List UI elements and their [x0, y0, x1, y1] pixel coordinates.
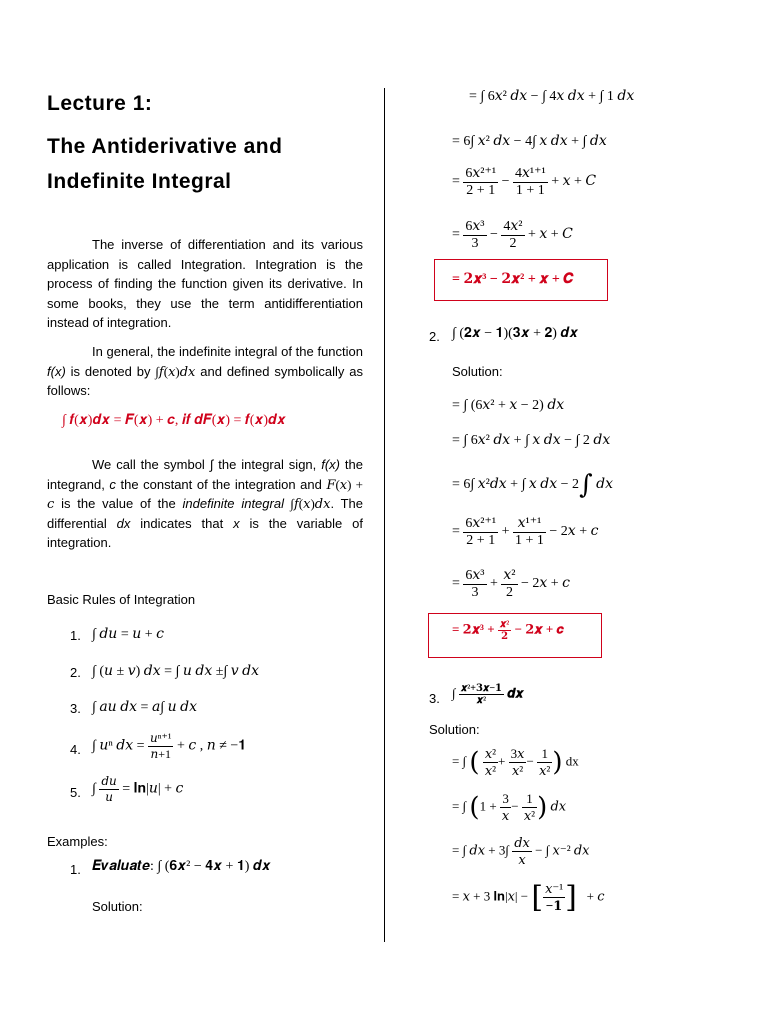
equation-line: = ∫ 6𝑥² 𝑑𝑥 + ∫ 𝑥 𝑑𝑥 − ∫ 2 𝑑𝑥: [452, 433, 611, 448]
equation-line: = ∫ 𝑑𝑥 + 3∫ $\frac{\text{𝑑𝑥}}{\text{𝑥}}$ − ∫ 𝑥⁻² 𝑑𝑥: [452, 835, 590, 867]
page-title-line2: Indefinite Integral: [47, 170, 232, 193]
answer-2: = 𝟐𝒙³ + $\frac{\text{𝒙²}}{𝟐}$ − 𝟐𝒙 + 𝒄: [452, 619, 564, 642]
rule-expression: ∫ $\frac{\text{𝑑𝑢}}{\text{𝑢}}$ = 𝐥𝐧|𝑢| + 𝑐: [92, 774, 184, 804]
solution-label: Solution:: [92, 899, 143, 914]
terminology-paragraph: We call the symbol ∫ the integral sign, f(x) the integrand, c the constant of the integration and 𝐹(𝑥) + 𝑐 is the value of the indefinite integral ∫𝑓(𝑥)𝑑𝑥. The differential dx indicates that x is the variable of integration.: [47, 457, 364, 550]
page-title-line1: The Antiderivative and: [47, 135, 283, 158]
equation-line: = ∫ (1 + $\frac{3}{\text{𝑥}}$ − $\frac{1}{\text{𝑥²}}$ ) 𝑑𝑥: [452, 791, 567, 823]
equation-line: = ∫ 6𝑥² 𝑑𝑥 − ∫ 4𝑥 𝑑𝑥 + ∫ 1 𝑑𝑥: [469, 89, 635, 104]
rule-number: 4.: [70, 742, 81, 757]
equation-line: = 6∫ 𝑥² 𝑑𝑥 − 4∫ 𝑥 𝑑𝑥 + ∫ 𝑑𝑥: [452, 134, 607, 149]
example-1-expression: 𝑬𝒗𝒂𝒍𝒖𝒂𝒕𝒆: ∫ (𝟔𝒙² − 𝟒𝒙 + 𝟏) 𝒅𝒙: [92, 859, 271, 874]
equation-line: = $\frac{\text{6𝑥³}}{3}$ + $\frac{\text{𝑥²}}{2}$ − 2𝑥 + 𝑐: [452, 568, 571, 600]
rule-number: 5.: [70, 785, 81, 800]
equation-line: = ∫ ( $\frac{\text{𝑥²}}{\text{𝑥²}}$ + $\frac{\text{3𝑥}}{\text{𝑥²}}$ − $\frac{1}{\text{𝑥²}}$ ) dx: [452, 746, 579, 778]
lecture-number: Lecture 1:: [47, 92, 153, 115]
solution-label: Solution:: [429, 722, 480, 737]
answer-1: = 𝟐𝒙³ − 𝟐𝒙² + 𝒙 + 𝑪: [452, 272, 574, 287]
integral-definition: ∫ 𝒇(𝒙)𝒅𝒙 = 𝑭(𝒙) + 𝒄, 𝒊𝒇 𝒅𝑭(𝒙) = 𝒇(𝒙)𝒅𝒙: [62, 413, 286, 428]
definition-paragraph: In general, the indefinite integral of the function f(x) is denoted by ∫𝑓(𝑥)𝑑𝑥 and defined symbolically as follows:: [47, 344, 364, 398]
equation-line: = $\frac{\text{6𝑥²⁺¹}}{2 + 1}$ − $\frac{\text{4𝑥¹⁺¹}}{1 + 1}$ + 𝑥 + 𝐶: [452, 166, 597, 198]
examples-heading: Examples:: [47, 834, 108, 849]
rule-expression: ∫ (𝑢 ± 𝑣) 𝑑𝑥 = ∫ 𝑢 𝑑𝑥 ±∫ 𝑣 𝑑𝑥: [92, 664, 260, 679]
intro-paragraph: The inverse of differentiation and its various application is called Integration. Integration is the process of finding the function given its derivative. In some books, they use the term antidifferentiation instead of integration.: [47, 237, 363, 330]
example-3-expression: ∫ $\frac{\text{𝒙²+𝟑𝒙−𝟏}}{\text{𝒙²}}$ 𝒅𝒙: [452, 683, 524, 706]
equation-line: = $\frac{\text{6𝑥²⁺¹}}{2 + 1}$ + $\frac{\text{𝑥¹⁺¹}}{1 + 1}$ − 2𝑥 + 𝑐: [452, 516, 599, 548]
equation-line: = 6∫ 𝑥²𝑑𝑥 + ∫ 𝑥 𝑑𝑥 − 2∫ 𝑑𝑥: [452, 470, 613, 500]
rule-number: 2.: [70, 665, 81, 680]
rule-number: 3.: [70, 701, 81, 716]
equation-line: = 𝑥 + 3 𝐥𝐧|𝑥| − [ $\frac{\text{𝑥⁻¹}}{-𝟏}$ ] + 𝑐: [452, 880, 605, 915]
equation-line: = $\frac{\text{6𝑥³}}{3}$ − $\frac{\text{4𝑥²}}{2}$ + 𝑥 + 𝐶: [452, 219, 573, 251]
rule-expression: ∫ 𝑢ⁿ 𝑑𝑥 = $\frac{\text{𝑢ⁿ⁺¹}}{\text{𝑛+1}}$ + 𝑐 , 𝑛 ≠ −𝟏: [92, 731, 247, 761]
example-number: 2.: [429, 329, 440, 344]
rule-expression: ∫ 𝑑𝑢 = 𝑢 + 𝑐: [92, 627, 164, 642]
solution-label: Solution:: [452, 364, 503, 379]
example-number: 3.: [429, 691, 440, 706]
equation-line: = ∫ (6𝑥² + 𝑥 − 2) 𝑑𝑥: [452, 398, 565, 413]
column-divider: [384, 88, 385, 942]
example-2-expression: ∫ (𝟐𝒙 − 𝟏)(𝟑𝒙 + 𝟐) 𝒅𝒙: [452, 326, 579, 341]
rules-heading: Basic Rules of Integration: [47, 592, 196, 607]
rule-expression: ∫ 𝑎𝑢 𝑑𝑥 = 𝑎∫ 𝑢 𝑑𝑥: [92, 700, 198, 715]
example-number: 1.: [70, 862, 81, 877]
rule-number: 1.: [70, 628, 81, 643]
